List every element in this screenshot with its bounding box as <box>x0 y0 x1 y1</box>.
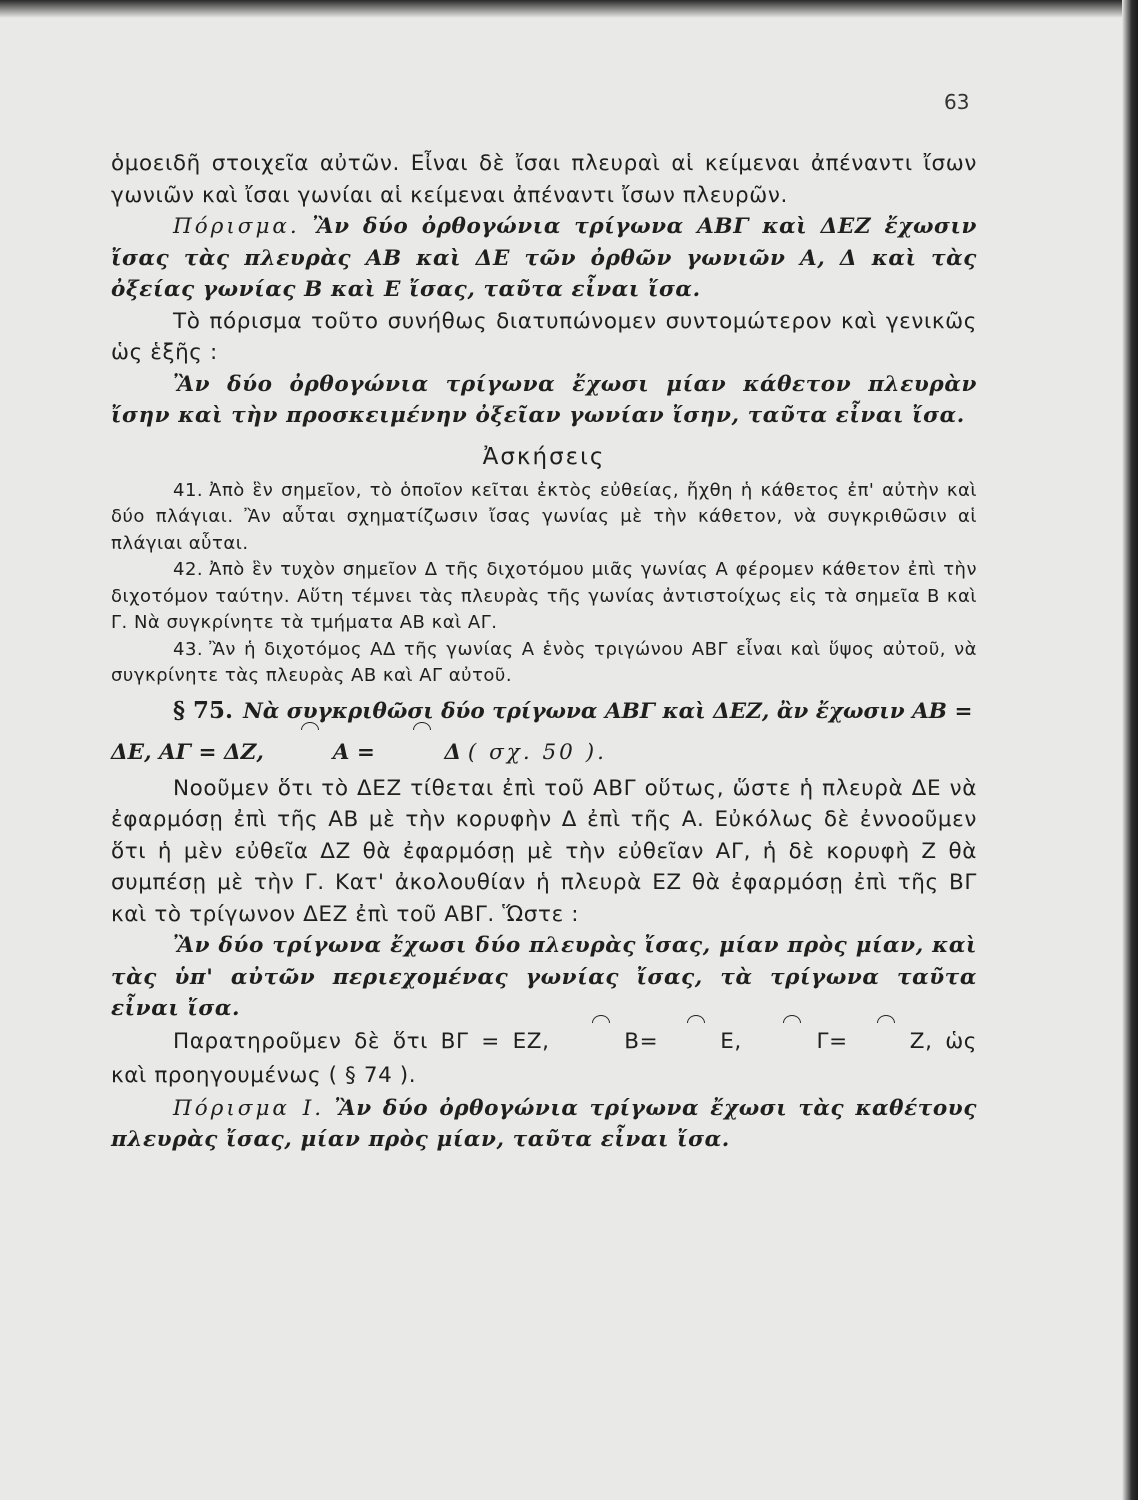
exercise-43 <box>111 637 977 690</box>
section-title-text: Νὰ συγκριθῶσι δύο τρίγωνα ΑΒΓ καὶ ΔΕΖ, ἂν ἔχωσιν ΑΒ = ΔΕ, ΑΓ = ΔΖ, <box>111 698 973 765</box>
corollary-text: Ἂν δύο ὀρθογώνια τρίγωνα ΑΒΓ καὶ ΔΕΖ ἔχωσιν ἴσας τὰς πλευρὰς ΑΒ καὶ ΔΕ τῶν ὀρθῶν γωνιῶν Α, Δ καὶ τὰς ὀξείας γωνίας Β καὶ Ε ἴσας, ταῦτα εἶναι ἴσα. <box>111 214 977 302</box>
angle-z: Ζ <box>848 1025 925 1059</box>
angle-a: Α <box>271 732 350 773</box>
exercises-heading: Ἀσκήσεις <box>482 443 606 470</box>
corollary-2-text: Ἂν δύο ὀρθογώνια τρίγωνα ἔχωσι τὰς καθέτους πλευρὰς ἴσας, μίαν πρὸς μίαν, ταῦτα εἶναι ἴσα. <box>111 1095 978 1152</box>
paragraph-proof: Νοοῦμεν ὅτι τὸ ΔΕΖ τίθεται ἐπὶ τοῦ ΑΒΓ οὕτως, ὥστε ἡ πλευρὰ ΔΕ νὰ ἐφαρμόσῃ ἐπὶ τῆς ΑΒ μὲ τὴν κορυφὴν Δ ἐπὶ τῆς Α. Εὐκόλως δὲ ἐννοοῦμεν ὅτι ἡ μὲν εὐθεῖα ΔΖ θὰ ἐφαρμόσῃ μὲ τὴν εὐθεῖαν ΑΓ, ἡ δὲ κορυφὴ Ζ θὰ συμπέσῃ μὲ τὴν Γ. Κατ' ἀκολουθίαν ἡ πλευρὰ ΕΖ θὰ ἐφαρμόσῃ ἐπὶ τῆς ΒΓ καὶ τὸ τρίγωνον ΔΕΖ ἐπὶ τοῦ ΑΒΓ. Ὥστε : <box>111 775 977 927</box>
page-body <box>111 148 977 1156</box>
theorem-statement: Ἂν δύο ὀρθογώνια τρίγωνα ἔχωσι μίαν κάθετον πλευρὰν ἴσην καὶ τὴν προσκειμένην ὀξεῖαν γωνίαν ἴσην, ταῦτα εἶναι ἴσα. <box>111 371 977 428</box>
observation-prefix: Παρατηροῦμεν δὲ ὅτι ΒΓ = ΕΖ, <box>173 1028 550 1054</box>
exercise-number: 43. <box>173 638 204 660</box>
exercise-number: 42. <box>173 559 204 580</box>
exercise-text: Ἀπὸ ἓν σημεῖον, τὸ ὁποῖον κεῖται ἐκτὸς εὐθείας, ἤχθη ἡ κάθετος ἐπ' αὐτὴν καὶ δύο πλάγιαι. Ἂν αὗται σχηματίζωσιν ἴσας γωνίας μὲ τὴν κάθετον, νὰ συγκριθῶσιν αἱ πλάγιαι αὗται. <box>111 479 977 554</box>
angle-e: Ε <box>658 1025 734 1059</box>
comma-2: , <box>925 1028 933 1054</box>
corollary-label: Πόρισμα. <box>173 214 300 239</box>
scan-top-shadow <box>0 0 1138 18</box>
exercise-number: 41. <box>173 479 204 501</box>
section-number: § 75. <box>173 696 234 724</box>
paragraph-observation <box>111 1025 977 1093</box>
eq-1: = <box>639 1028 659 1054</box>
exercise-text: Ἂν ἡ διχοτόμος ΑΔ τῆς γωνίας Α ἑνὸς τριγώνου ΑΒΓ εἶναι καὶ ὕψος αὐτοῦ, νὰ συγκρίνητε τὰς πλευρὰς ΑΒ καὶ ΑΓ αὐτοῦ. <box>111 638 977 686</box>
figure-reference: ( σχ. 50 ). <box>467 739 607 765</box>
corollary-1 <box>111 211 977 306</box>
exercise-41 <box>111 478 977 558</box>
angle-b: Β <box>562 1025 639 1059</box>
paragraph-general: Τὸ πόρισμα τοῦτο συνήθως διατυπώνομεν συντομώτερον καὶ γενικῶς ὡς ἑξῆς : <box>111 308 977 365</box>
theorem-sas: Ἂν δύο τρίγωνα ἔχωσι δύο πλευρὰς ἴσας, μίαν πρὸς μίαν, καὶ τὰς ὑπ' αὐτῶν περιεχομένας γωνίας ἴσας, τὰ τρίγωνα ταῦτα εἶναι ἴσα. <box>111 933 977 1021</box>
paragraph-intro: ὁμοειδῆ στοιχεῖα αὐτῶν. Εἶναι δὲ ἴσαι πλευραὶ αἱ κείμεναι ἀπέναντι ἴσων γωνιῶν καὶ ἴσαι γωνίαι αἱ κείμεναι ἀπέναντι ἴσων πλευρῶν. <box>111 151 977 208</box>
equals-sign: = <box>349 739 383 765</box>
corollary-2 <box>111 1093 977 1156</box>
eq-2: = <box>829 1028 848 1054</box>
angle-g: Γ <box>755 1025 830 1059</box>
angle-d: Δ <box>382 732 461 773</box>
comma-1: , <box>734 1028 742 1054</box>
section-75-heading <box>111 690 977 773</box>
exercise-text: Ἀπὸ ἓν τυχὸν σημεῖον Δ τῆς διχοτόμου μιᾶς γωνίας Α φέρομεν κάθετον ἐπὶ τὴν διχοτόμον ταύτην. Αὕτη τέμνει τὰς πλευρὰς τῆς γωνίας ἀντιστοίχως εἰς τὰ σημεῖα Β καὶ Γ. Νὰ συγκρίνητε τὰ τμήματα ΑΒ καὶ ΑΓ. <box>111 559 977 633</box>
exercise-42 <box>111 557 977 637</box>
page-number: 63 <box>944 90 970 114</box>
scan-right-edge <box>1122 0 1138 1500</box>
observation-suffix: ὡς καὶ προηγουμένως ( § 74 ). <box>111 1028 978 1088</box>
corollary-2-label: Πόρισμα Ι. <box>173 1095 325 1121</box>
